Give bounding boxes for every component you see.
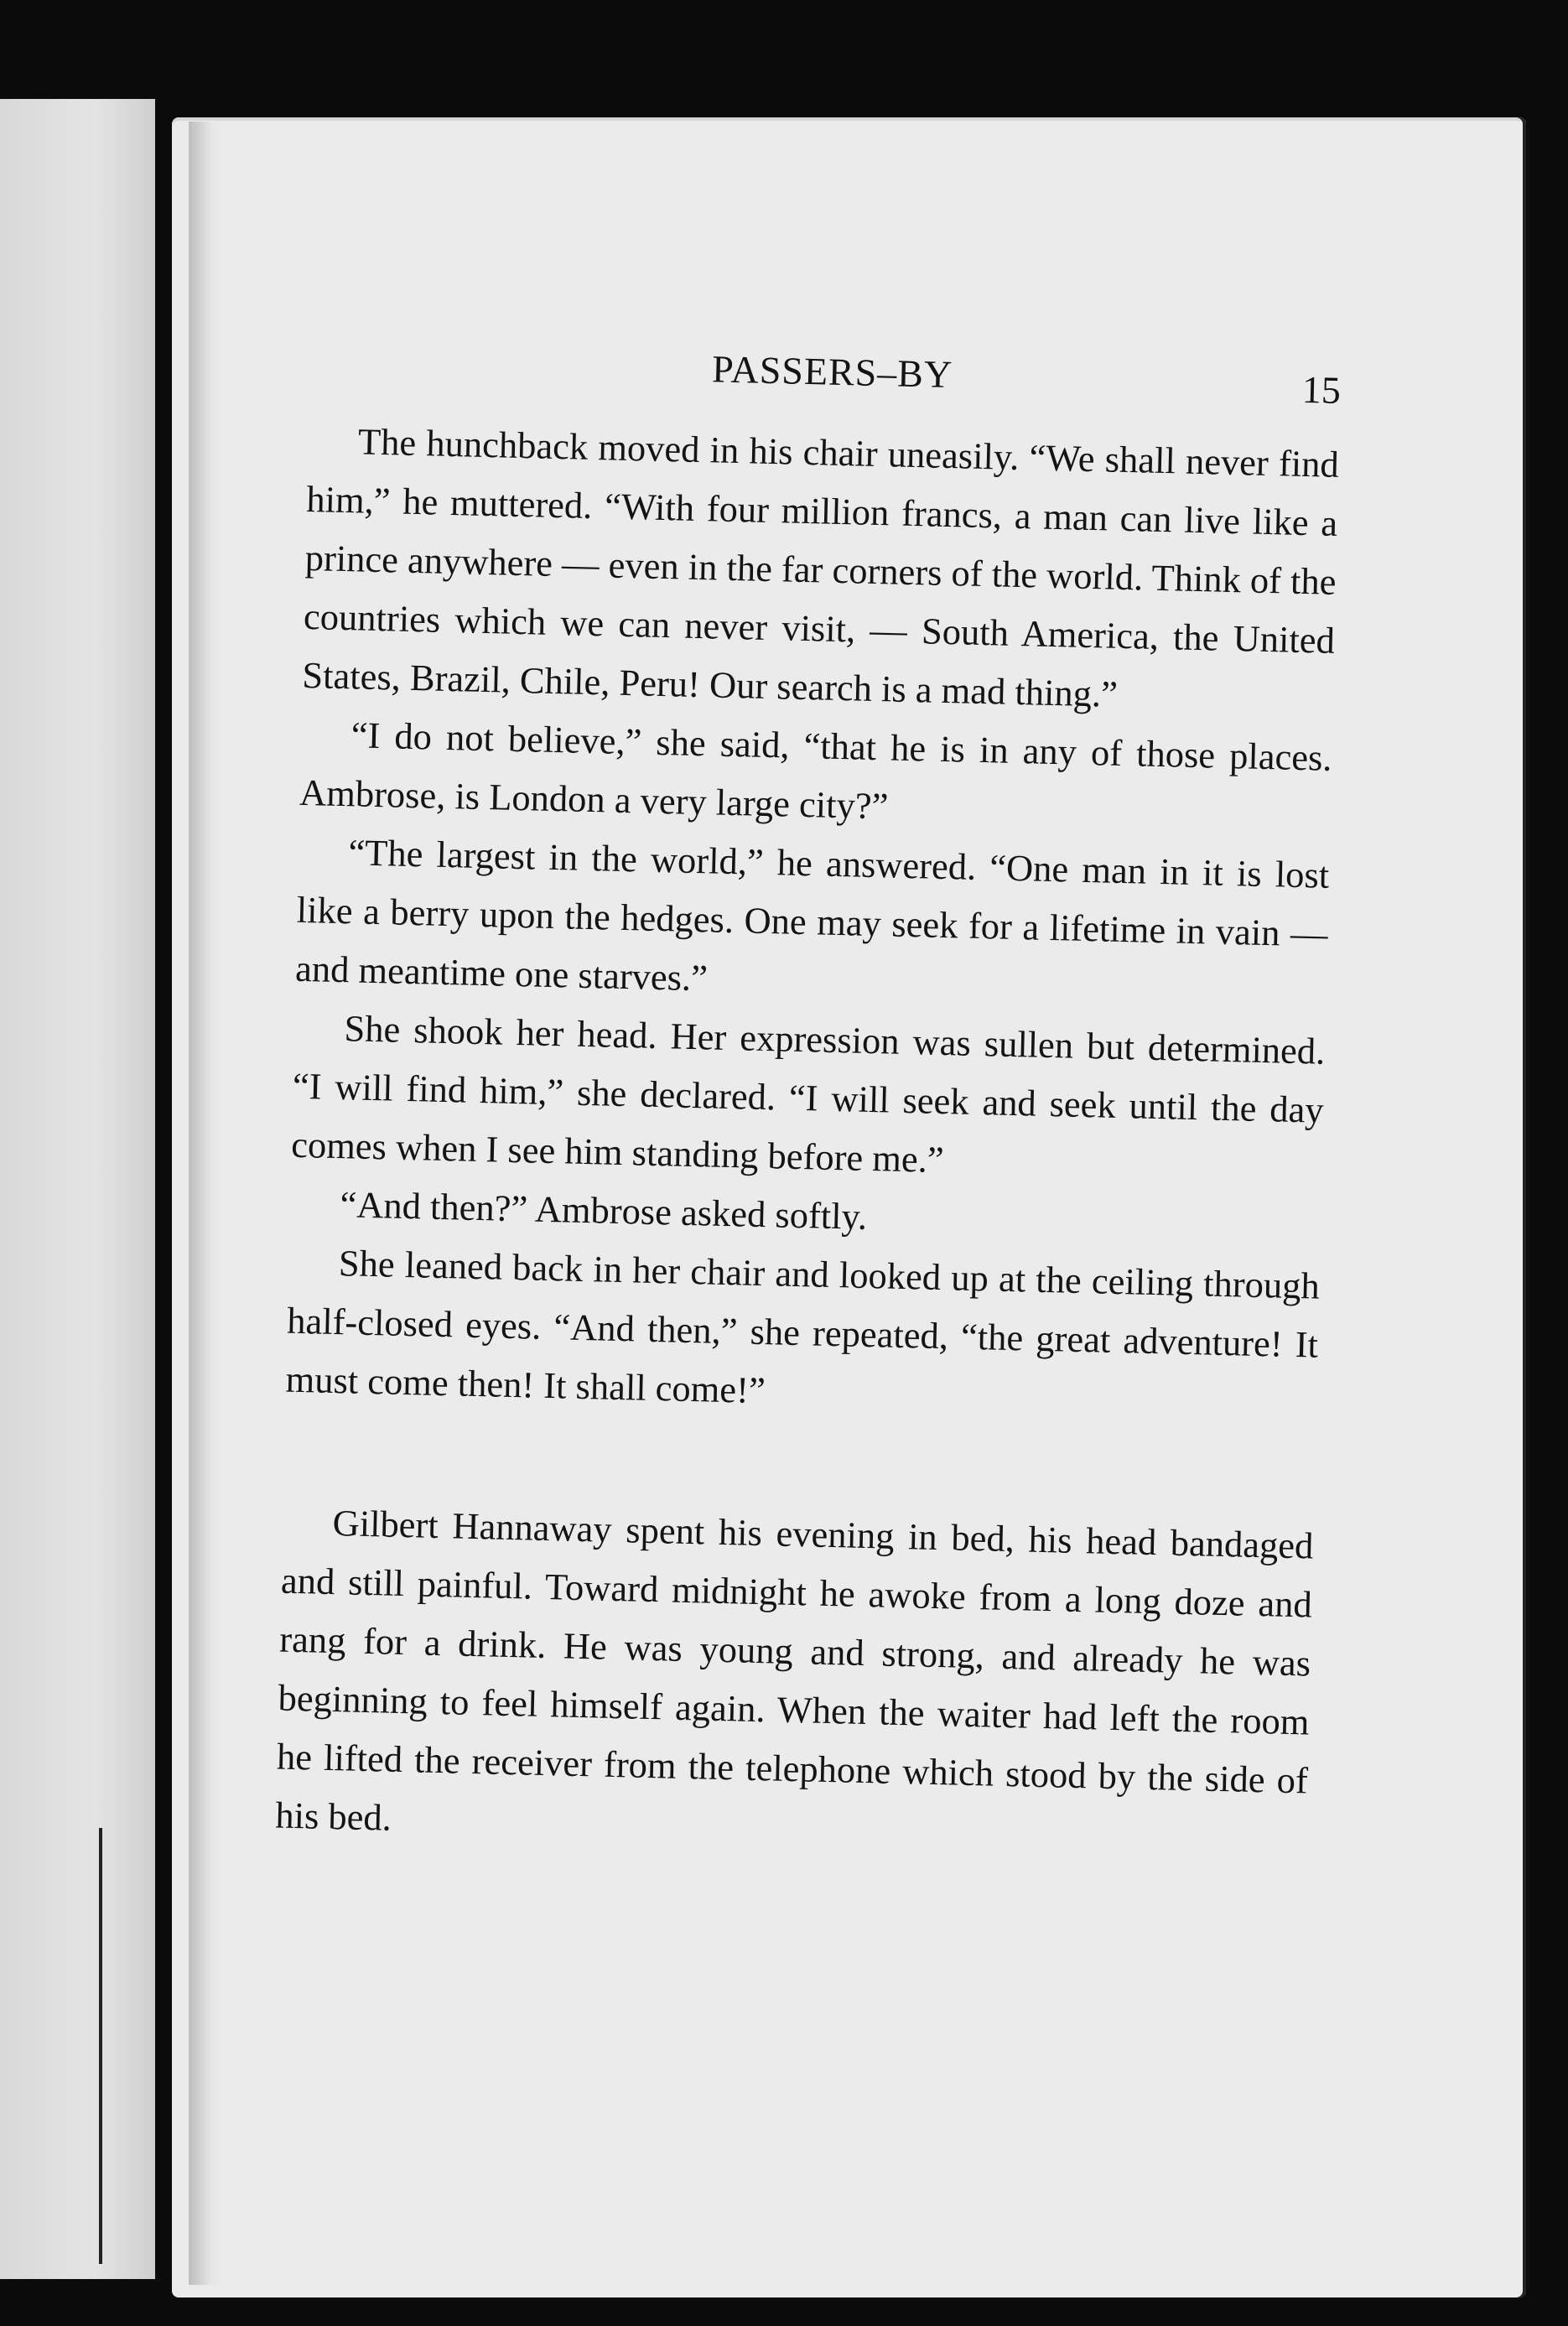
paragraph: “I do not believe,” she said, “that he is in any of those places. Ambrose, is London a very large city?” bbox=[299, 714, 1333, 828]
left-page-margin-rule bbox=[99, 1828, 102, 2264]
left-page-edge bbox=[0, 99, 155, 2279]
paragraph: Gilbert Hannaway spent his evening in bed, his head bandaged and still painful. Toward midnight he awoke from a long doze and rang for a drink. He was young and strong, and already he was beginning to feel himself again. When the waiter had left the room he lifted the receiver from the telephone which stood by the side of his bed. bbox=[274, 1502, 1314, 1839]
page-text-block bbox=[275, 337, 1342, 1868]
paragraph: She shook her head. Her expression was sullen but determined. “I will find him,” she declared. “I will seek and seek until the day comes when I see him standing before me.” bbox=[290, 1007, 1326, 1181]
running-title: PASSERS–BY bbox=[711, 347, 953, 397]
paragraph: “And then?” Ambrose asked softly. bbox=[340, 1183, 868, 1238]
paragraph: She leaned back in her chair and looked up at the ceiling through half-closed eyes. “And then,” she repeated, “the great adventure! It must come then! It shall come!” bbox=[285, 1242, 1321, 1412]
page-number: 15 bbox=[1301, 367, 1342, 412]
paragraph: The hunchback moved in his chair uneasily. “We shall never find him,” he muttered. “With four million francs, a man can live like a prince anywhere — even in the far corners of the world. Think of the countries which we can never visit, — South America, the United States, Brazil, Chile, Peru! Our search is a mad thing.” bbox=[301, 420, 1340, 715]
binding-shadow bbox=[189, 122, 221, 2285]
paragraph: “The largest in the world,” he answered. “One man in it is lost like a berry upon the hedges. One may seek for a lifetime in vain — and meantime one starves.” bbox=[294, 831, 1330, 999]
